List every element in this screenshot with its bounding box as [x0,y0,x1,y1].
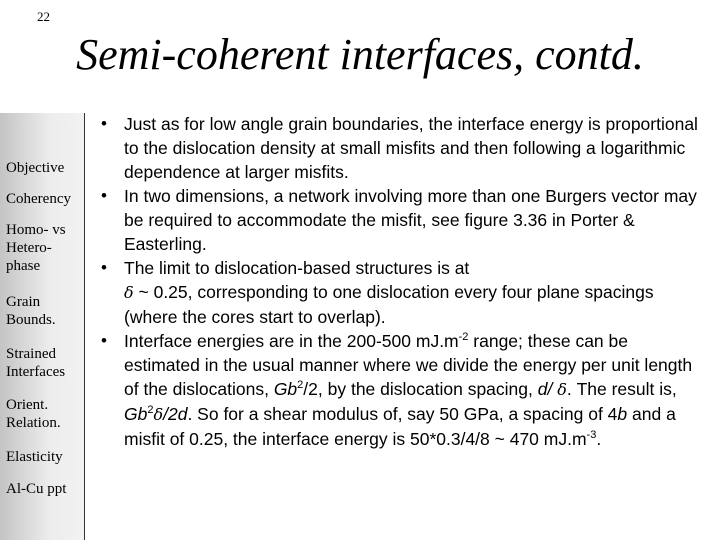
sidebar-item-coherency[interactable]: Coherency [6,191,71,207]
delta-symbol: δ [153,405,164,424]
bullet-text: /2, by the dislocation spacing, [303,379,538,399]
sidebar-item-strained-interfaces[interactable]: Strained Interfaces [6,346,66,380]
sidebar-item-objective[interactable]: Objective [6,160,65,176]
bullet-glyph: • [101,114,107,133]
bullet-text: range; these can be estimated in the usual manner where we divide the energy per unit length of the dislocations, [124,331,693,399]
bullet-glyph: • [101,186,107,205]
formula-text: d/ [537,379,558,399]
bullet-text: . The result is, [566,379,677,399]
slide-body [100,112,700,451]
bullet-text: . [596,429,602,449]
sidebar-item-elasticity[interactable]: Elasticity [6,449,63,465]
sidebar-item-homo-vs-heterophase[interactable]: Homo- vs Hetero- phase [6,222,66,274]
sidebar-item-grain-bounds[interactable]: Grain Bounds. [6,294,56,328]
sidebar-item-orient-relation[interactable]: Orient. Relation. [6,397,61,431]
sidebar-item-al-cu-ppt[interactable]: Al-Cu ppt [6,481,67,497]
bullet-text: and a misfit of 0.25, the interface energy is 50*0.3/4/8 ~ 470 mJ.m [124,404,676,449]
bullet-item [100,329,700,451]
formula-text: Gb [273,379,298,399]
bullet-glyph: • [101,331,107,350]
bullet-text: ~ 0.25, corresponding to one dislocation every four plane spacings (where the cores start to overlap). [124,282,654,327]
bullet-text: In two dimensions, a network involving more than one Burgers vector may be required to accommodate the misfit, see figure 3.36 in Porter & Easterling. [124,186,697,254]
bullet-text: Just as for low angle grain boundaries, the interface energy is proportional to the dislocation density at small misfits and then following a logarithmic dependence at larger misfits. [124,114,698,182]
formula-text: Gb [124,404,148,424]
superscript: -2 [458,331,469,344]
bullet-item [100,184,700,256]
bullet-item [100,256,700,329]
bullet-item [100,112,700,184]
bullet-glyph: • [101,258,107,277]
bullet-text: . So for a shear modulus of, say 50 GPa, a spacing of 4 [187,404,618,424]
bullet-text: The limit to dislocation-based structures is at [124,258,470,278]
page-number: 22 [37,9,50,24]
superscript: 2 [297,379,304,392]
delta-symbol: δ [557,380,567,399]
formula-text: b [617,404,628,424]
superscript: -3 [586,429,597,442]
formula-text: /2d [163,404,188,424]
slide-title: Semi-coherent interfaces, contd. [76,30,644,79]
bullet-text: Interface energies are in the 200-500 mJ.m [124,331,459,351]
superscript: 2 [147,404,154,417]
delta-symbol: δ [124,283,134,302]
